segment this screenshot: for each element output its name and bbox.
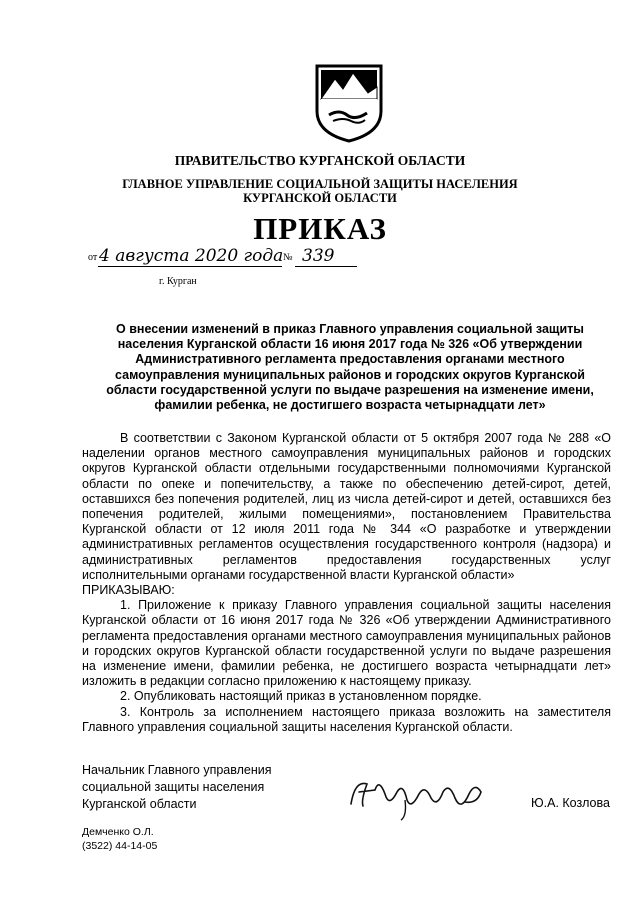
order-body: [82, 431, 611, 735]
signatory-title: [82, 762, 272, 813]
executor-name: Демченко О.Л.: [82, 826, 154, 838]
handwritten-signature: [345, 770, 490, 822]
date-from-label: от: [88, 252, 98, 263]
document-type-title: ПРИКАЗ: [253, 211, 387, 246]
coat-of-arms-emblem: [313, 63, 385, 143]
order-item-2: 2. Опубликовать настоящий приказ в установленном порядке.: [120, 689, 482, 704]
executor-phone: (3522) 44-14-05: [82, 840, 158, 852]
order-item-3: 3. Контроль за исполнением настоящего приказа возложить на заместителя Главного управления социальной защиты населения Курганской области.: [82, 704, 611, 734]
signatory-title-line3: Курганской области: [82, 797, 197, 811]
department-title-line1: ГЛАВНОЕ УПРАВЛЕНИЕ СОЦИАЛЬНОЙ ЗАЩИТЫ НАСЕЛЕНИЯ: [122, 177, 518, 191]
department-title-line2: КУРГАНСКОЙ ОБЛАСТИ: [243, 191, 397, 205]
date-underline: [98, 266, 282, 267]
order-item-1: 1. Приложение к приказу Главного управления социальной защиты населения Курганской области от 16 июня 2017 года № 326 «Об утверждении Административного регламента предоставления органами местного самоуправления муниципальных районов и городских округов Курганской области государственной услуги по выдаче разрешения на изменение имени, фамилии ребенка, не достигшего возраста четырнадцати лет» изложить в редакции согласно приложению к настоящему приказу.: [82, 598, 611, 689]
signatory-title-line1: Начальник Главного управления: [82, 763, 272, 777]
handwritten-date: 4 августа 2020 года: [99, 246, 284, 266]
city-label: г. Курган: [159, 276, 197, 287]
order-word: ПРИКАЗЫВАЮ:: [82, 583, 175, 598]
number-label: №: [283, 252, 293, 263]
signatory-name: Ю.А. Козлова: [531, 796, 610, 810]
order-subject: О внесении изменений в приказ Главного управления социальной защиты населения Курганской области 16 июня 2017 года № 326 «Об утверждении Административного регламента предоставления органами местного самоуправления муниципальных районов и городских округов Курганской области государственной услуги по выдаче разрешения на изменение имени, фамилии ребенка, не достигшего возраста четырнадцати лет»: [106, 322, 594, 413]
number-underline: [295, 266, 357, 267]
department-title: [0, 177, 640, 205]
government-title: ПРАВИТЕЛЬСТВО КУРГАНСКОЙ ОБЛАСТИ: [174, 153, 466, 168]
executor-info: [82, 825, 157, 853]
signatory-title-line2: социальной защиты населения: [82, 780, 265, 794]
preamble-paragraph: В соответствии с Законом Курганской области от 5 октября 2007 года № 288 «О наделении органов местного самоуправления муниципальных районов и городских округов Курганской области отдельными государственными полномочиями Курганской области по опеке и попечительству, а также по обеспечению детей-сирот, детей, оставшихся без попечения родителей, лиц из числа детей-сирот и детей, оставшихся без попечения родителей, жилыми помещениями», постановлением Правительства Курганской области от 12 июля 2011 года № 344 «О разработке и утверждении административных регламентов осуществления государственного контроля (надзора) и административных регламентов предоставления государственных услуг исполнительными органами государственной власти Курганской области»: [82, 431, 611, 582]
handwritten-number: 339: [302, 246, 335, 266]
